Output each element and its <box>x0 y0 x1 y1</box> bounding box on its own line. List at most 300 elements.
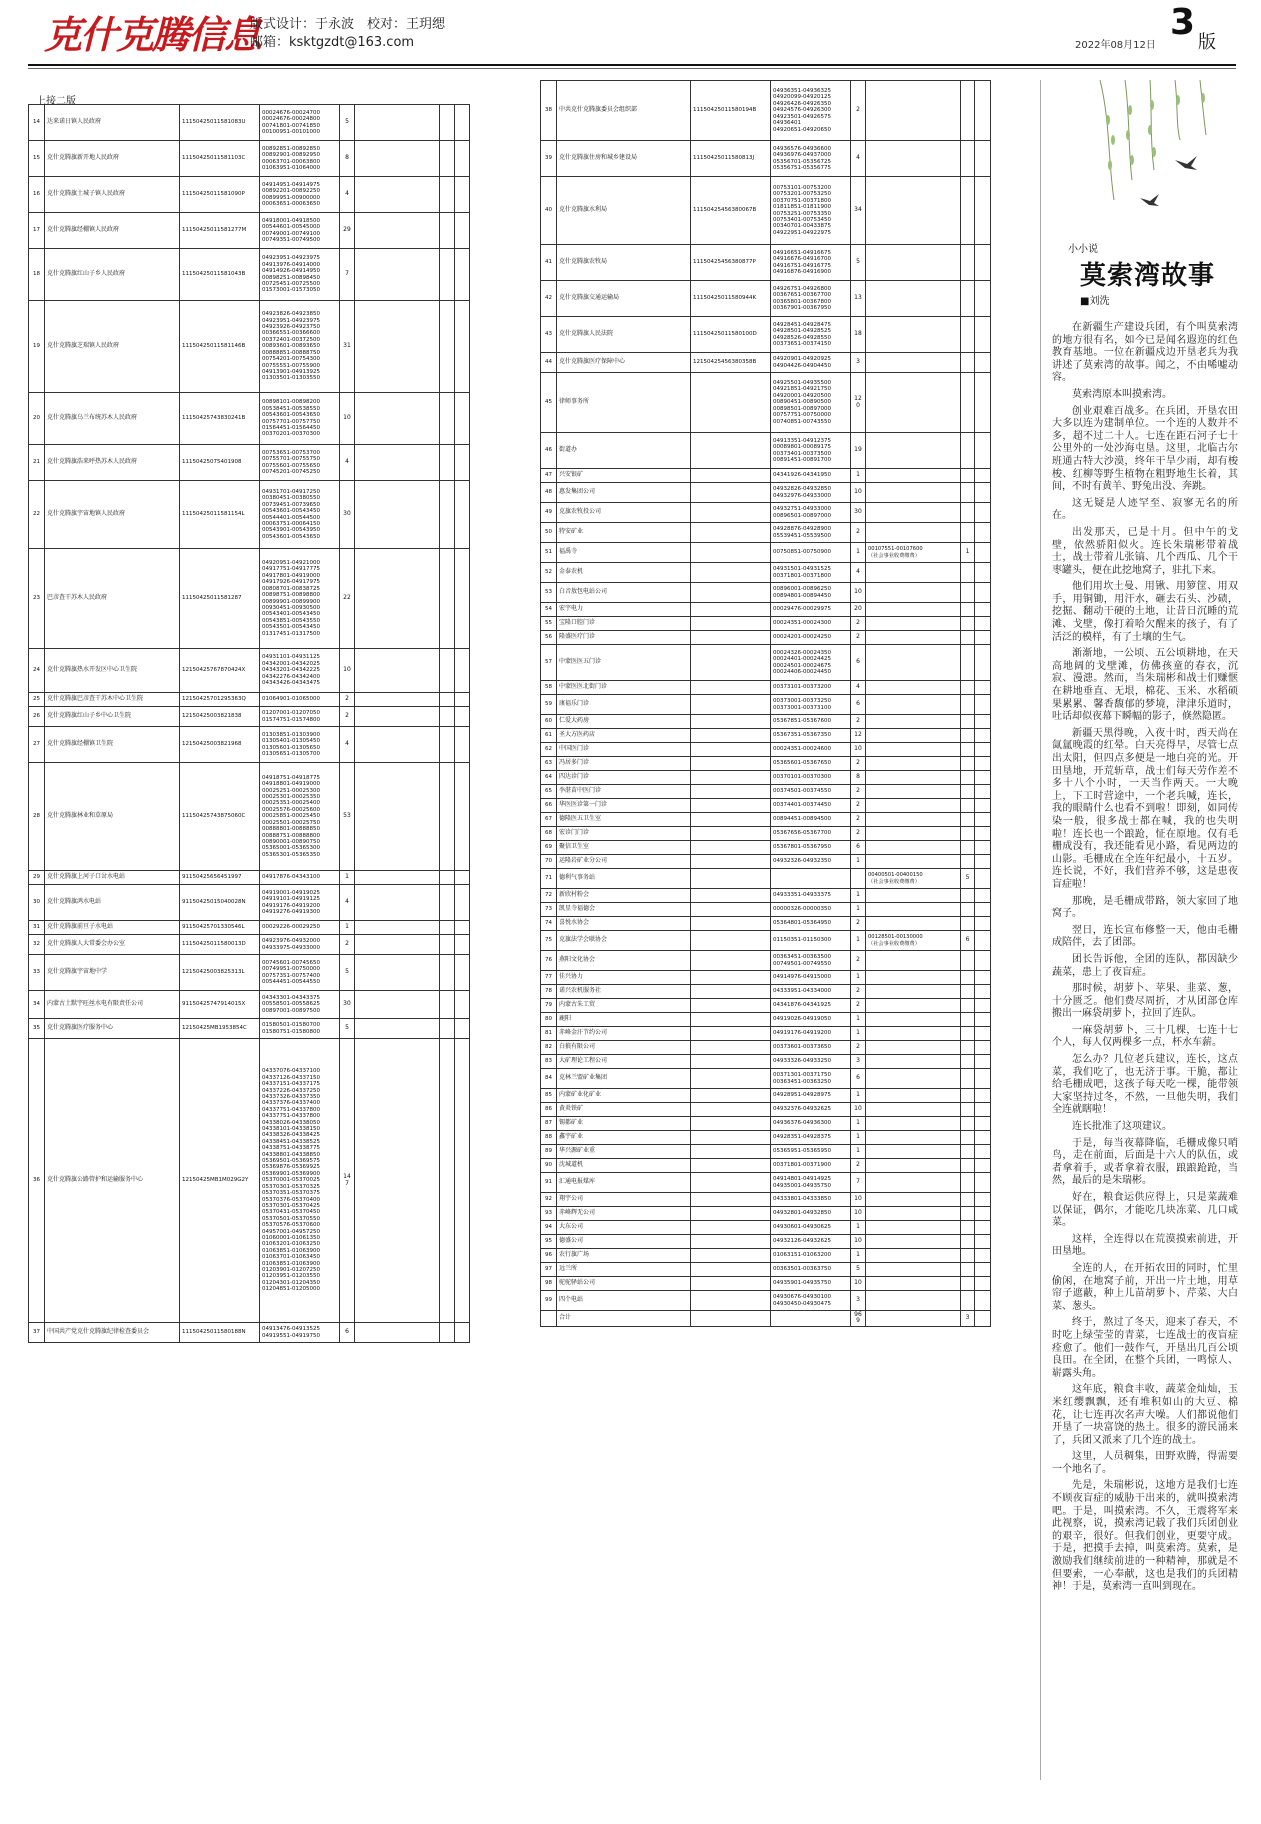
extra-ranges <box>866 141 961 177</box>
blank-cell <box>975 1041 991 1055</box>
blank-cell <box>975 1159 991 1173</box>
invoice-ranges: 05367351-05367350 <box>771 729 851 743</box>
credit-code <box>691 645 771 681</box>
blank-cell <box>975 1173 991 1193</box>
row-number: 36 <box>29 1039 45 1323</box>
table-row <box>29 955 470 991</box>
row-number: 50 <box>541 523 557 543</box>
row-number: 81 <box>541 1027 557 1041</box>
invoice-count: 7 <box>340 249 355 301</box>
unit-name: 克什克腾旗芝瑞镇人民政府 <box>45 301 180 393</box>
extra-ranges <box>355 955 440 991</box>
credit-code <box>691 1311 771 1327</box>
row-number: 32 <box>29 935 45 955</box>
extra-ranges: 00107551-00107600 （社会事业收费缴费） <box>866 543 961 563</box>
extra-count <box>961 1131 975 1145</box>
extra-ranges <box>355 1019 440 1039</box>
credit-code <box>691 931 771 951</box>
extra-count <box>961 281 975 317</box>
invoice-ranges: 00753651-00753700 00755701-00755750 00755601-00755650 00745201-00745250 <box>260 445 340 481</box>
credit-code <box>691 483 771 503</box>
blank-cell <box>975 1235 991 1249</box>
row-number: 43 <box>541 317 557 353</box>
invoice-ranges: 04931501-04931525 00371801-00371800 <box>771 563 851 583</box>
credit-code <box>691 503 771 523</box>
invoice-count: 10 <box>851 1207 866 1221</box>
invoice-ranges: 04930676-04930100 04930450-04930475 <box>771 1291 851 1311</box>
blank-cell <box>975 141 991 177</box>
credit-code: 11150425011580188N <box>180 1323 260 1343</box>
story-paragraph: 这里，人员稠集，田野欢腾，得需要一个地名了。 <box>1052 1451 1238 1475</box>
row-number: 54 <box>541 603 557 617</box>
unit-name: 中国医门诊 <box>557 743 691 757</box>
row-number: 65 <box>541 785 557 799</box>
invoice-ranges: 05365601-05367650 <box>771 757 851 771</box>
extra-ranges <box>866 245 961 281</box>
unit-name: 克什克腾旗上河子口岔水电站 <box>45 871 180 885</box>
credit-code: 11150425011581146B <box>180 301 260 393</box>
credit-code: 12150425456380358B <box>691 353 771 373</box>
blank-cell <box>975 971 991 985</box>
table-row <box>541 681 991 695</box>
credit-code <box>691 785 771 799</box>
blank-cell <box>975 757 991 771</box>
extra-count <box>961 1055 975 1069</box>
table-row <box>29 393 470 445</box>
table-row <box>541 695 991 715</box>
credit-code: 12150425767870424X <box>180 649 260 693</box>
story-paragraph: 终于，熬过了冬天，迎来了春天，不时吃上绿莹莹的青菜，七连战士的夜盲症痊愈了。他们一鼓作气，开垦出几百公顷良田。在全团，在整个兵团，一鸣惊人、崭露头角。 <box>1052 1317 1238 1379</box>
blank-cell <box>455 177 470 213</box>
blank-cell <box>975 1193 991 1207</box>
table-row <box>541 971 991 985</box>
invoice-ranges: 04918001-04918500 00544601-00545000 00749001-00749100 00749351-00749500 <box>260 213 340 249</box>
left-table-wrap <box>28 104 470 1343</box>
invoice-count: 30 <box>340 481 355 549</box>
extra-ranges <box>355 141 440 177</box>
invoice-ranges: 04936351-04936325 04920099-04920125 04926426-04926350 04924576-04926300 04923501-04926575 04936401 04920651-04920650 <box>771 81 851 141</box>
row-number: 97 <box>541 1263 557 1277</box>
credit-code <box>691 1291 771 1311</box>
blank-cell <box>975 715 991 729</box>
extra-count <box>961 483 975 503</box>
invoice-ranges: 04931701-04917250 00380451-00380550 00739451-00739650 00543601-00543450 00544401-00544500 00063751-00064150 00543901-00543950 00543601-00543650 <box>260 481 340 549</box>
extra-count <box>440 991 455 1019</box>
story-paragraph: 全连的人，在开拓农田的同时，忙里偷闲，在地窝子前，开出一片土地，用草帘子遮蔽，种上儿苗胡萝卜、芹菜、大白菜、葱头。 <box>1052 1262 1238 1312</box>
credit-code <box>691 1027 771 1041</box>
extra-count <box>961 603 975 617</box>
row-number: 20 <box>29 393 45 445</box>
extra-ranges <box>866 603 961 617</box>
table-row <box>541 469 991 483</box>
unit-name: 金泰农机 <box>557 563 691 583</box>
table-row <box>29 921 470 935</box>
blank-cell <box>975 827 991 841</box>
credit-code: 11150425011581083U <box>180 105 260 141</box>
extra-count <box>961 855 975 869</box>
extra-ranges <box>866 681 961 695</box>
invoice-count: 10 <box>851 1193 866 1207</box>
credit-code <box>691 917 771 931</box>
invoice-ranges: 00024201-00024250 <box>771 631 851 645</box>
extra-ranges <box>866 999 961 1013</box>
unit-name: 四个电站 <box>557 1291 691 1311</box>
invoice-ranges: 00029476-00029975 <box>771 603 851 617</box>
table-row <box>541 483 991 503</box>
credit-code: 11150425075401908 <box>180 445 260 481</box>
row-number: 58 <box>541 681 557 695</box>
unit-name: 克什克腾旗新开地人民政府 <box>45 141 180 177</box>
blank-cell <box>975 951 991 971</box>
invoice-count: 1 <box>851 855 866 869</box>
blank-cell <box>975 1013 991 1027</box>
header-info <box>250 16 445 52</box>
extra-count <box>961 1249 975 1263</box>
extra-count <box>961 971 975 985</box>
blank-cell <box>975 543 991 563</box>
unit-name: 佳兴协力 <box>557 971 691 985</box>
credit-code <box>691 603 771 617</box>
invoice-count: 8 <box>340 141 355 177</box>
row-number: 89 <box>541 1145 557 1159</box>
unit-name: 兴安银矿 <box>557 469 691 483</box>
unit-name: 燕阳文化协会 <box>557 951 691 971</box>
invoice-ranges: 04932376-04932625 <box>771 1103 851 1117</box>
invoice-count: 2 <box>851 999 866 1013</box>
newspaper-logo: 克什克腾信息 <box>44 12 261 57</box>
credit-code: 11150425011581090P <box>180 177 260 213</box>
blank-cell <box>975 869 991 889</box>
credit-code <box>691 799 771 813</box>
extra-count <box>961 903 975 917</box>
row-number: 70 <box>541 855 557 869</box>
row-number: 72 <box>541 889 557 903</box>
unit-name: 中共克什克腾旗委员会组织部 <box>557 81 691 141</box>
unit-name: 德盛公司 <box>557 1235 691 1249</box>
extra-count <box>961 317 975 353</box>
row-number: 28 <box>29 763 45 871</box>
extra-ranges <box>355 445 440 481</box>
blank-cell <box>975 889 991 903</box>
extra-ranges <box>866 483 961 503</box>
table-row <box>29 1323 470 1343</box>
unit-name: 克什克腾旗乌兰布统苏木人民政府 <box>45 393 180 445</box>
unit-name: 隆盛医疗门诊 <box>557 631 691 645</box>
extra-count <box>440 1019 455 1039</box>
unit-name: 街道办 <box>557 433 691 469</box>
row-number: 17 <box>29 213 45 249</box>
extra-ranges <box>866 841 961 855</box>
credit-code <box>691 1131 771 1145</box>
unit-name: 德利气事务站 <box>557 869 691 889</box>
extra-count: 1 <box>961 543 975 563</box>
invoice-count: 31 <box>340 301 355 393</box>
credit-code <box>691 715 771 729</box>
extra-count <box>961 1027 975 1041</box>
unit-name: 惠发集团公司 <box>557 483 691 503</box>
row-number: 94 <box>541 1221 557 1235</box>
extra-ranges <box>355 727 440 763</box>
credit-code: 11150425011580013D <box>180 935 260 955</box>
invoice-count: 29 <box>340 213 355 249</box>
credit-code <box>691 985 771 999</box>
extra-ranges: 00128501-00130000 （社会事业收费缴费） <box>866 931 961 951</box>
credit-code <box>691 1173 771 1193</box>
unit-name: 德隆医五卫生室 <box>557 813 691 827</box>
blank-cell <box>975 603 991 617</box>
invoice-count: 53 <box>340 763 355 871</box>
unit-name: 赤峰金汗节约公司 <box>557 1027 691 1041</box>
story-paragraph: 连长批准了这项建议。 <box>1072 1121 1172 1133</box>
credit-code: 11150425011581277M <box>180 213 260 249</box>
table-row <box>541 1207 991 1221</box>
extra-ranges <box>866 1193 961 1207</box>
row-number: 51 <box>541 543 557 563</box>
blank-cell <box>975 1263 991 1277</box>
row-number: 41 <box>541 245 557 281</box>
extra-count <box>961 1193 975 1207</box>
invoice-ranges: 04936576-04936600 04936976-04937000 05356701-05356725 05356751-05356775 <box>771 141 851 177</box>
table-row <box>541 543 991 563</box>
extra-ranges <box>866 889 961 903</box>
unit-name: 李湛苗中医门诊 <box>557 785 691 799</box>
credit-code <box>691 523 771 543</box>
unit-name: 沈城道机 <box>557 1159 691 1173</box>
invoice-count: 34 <box>851 177 866 245</box>
table-row <box>29 105 470 141</box>
invoice-ranges: 04920901-04920925 04904426-04904450 <box>771 353 851 373</box>
invoice-ranges: 04914801-04914925 04935001-04935750 <box>771 1173 851 1193</box>
row-number: 21 <box>29 445 45 481</box>
invoice-count: 10 <box>851 583 866 603</box>
blank-cell <box>455 105 470 141</box>
invoice-ranges: 04913351-04912375 00089801-00089175 00373401-00373500 00891451-00891700 <box>771 433 851 469</box>
right-invoice-table <box>540 80 991 1327</box>
blank-cell <box>975 729 991 743</box>
row-number: 18 <box>29 249 45 301</box>
blank-cell <box>455 935 470 955</box>
invoice-ranges: 00024676-00024700 00024676-00024800 00741801-00741850 00100951-00101000 <box>260 105 340 141</box>
table-row <box>541 951 991 971</box>
row-number: 99 <box>541 1291 557 1311</box>
credit-code <box>691 999 771 1013</box>
extra-count <box>961 695 975 715</box>
unit-name: 克什克腾旗医疗服务中心 <box>45 1019 180 1039</box>
invoice-ranges: 00000326-00000350 <box>771 903 851 917</box>
email-line: 邮箱：ksktgzdt@163.com <box>250 35 415 50</box>
row-number: 66 <box>541 799 557 813</box>
invoice-count: 2 <box>851 827 866 841</box>
row-number: 75 <box>541 931 557 951</box>
extra-count <box>440 649 455 693</box>
blank-cell <box>455 141 470 177</box>
table-row <box>541 1311 991 1327</box>
credit-code: 91150425015040028N <box>180 885 260 921</box>
table-row <box>541 373 991 433</box>
invoice-ranges: 01064901-01065000 <box>260 693 340 707</box>
invoice-ranges: 04333801-04333850 <box>771 1193 851 1207</box>
invoice-ranges: 04923826-04923850 04923951-04923975 04923926-04923750 00366551-00366600 00372401-00372500 00893601-00893650 00888851-00888750 00754201-00754300 00755551-00755900 04913901-04913925 01303501-01303550 <box>260 301 340 393</box>
unit-name: 大矿理论工程公司 <box>557 1055 691 1069</box>
invoice-ranges: 04926751-04926800 00367651-00367700 00365801-00367800 00367901-00367950 <box>771 281 851 317</box>
credit-code <box>691 771 771 785</box>
invoice-count: 4 <box>340 177 355 213</box>
extra-ranges <box>866 177 961 245</box>
invoice-ranges: 05364801-05364950 <box>771 917 851 931</box>
extra-ranges <box>866 317 961 353</box>
credit-code <box>691 729 771 743</box>
table-row <box>29 1019 470 1039</box>
row-number: 15 <box>29 141 45 177</box>
extra-count <box>961 1235 975 1249</box>
unit-name: 仁爱大药房 <box>557 715 691 729</box>
unit-name: 克什克腾旗宇宙地中学 <box>45 955 180 991</box>
invoice-count: 1 <box>851 889 866 903</box>
blank-cell <box>975 631 991 645</box>
story-paragraph: 他们用坎土曼、用锹、用箩筐、用双手，用铜锄，用汗水，砸去石头、沙碛，挖掘、翻动干硬的土地，让昔日沉睡的荒滩、戈壁，像打着哈欠醒来的孩子，有了活泛的模样，有了土壤的生气。 <box>1052 581 1238 643</box>
blank-cell <box>975 1291 991 1311</box>
extra-ranges <box>866 729 961 743</box>
invoice-count: 12 <box>851 729 866 743</box>
unit-name: 克什克腾旗土城子镇人民政府 <box>45 177 180 213</box>
table-row <box>29 301 470 393</box>
extra-count <box>961 469 975 483</box>
table-row <box>541 1013 991 1027</box>
credit-code <box>691 813 771 827</box>
invoice-count: 30 <box>851 503 866 523</box>
extra-ranges <box>866 715 961 729</box>
credit-code: 11150425011581287 <box>180 549 260 649</box>
row-number: 98 <box>541 1277 557 1291</box>
invoice-count: 3 <box>851 1055 866 1069</box>
extra-ranges <box>866 1103 961 1117</box>
extra-count <box>440 707 455 727</box>
blank-cell <box>975 1249 991 1263</box>
credit-code: 12150425701295363Q <box>180 693 260 707</box>
extra-count <box>440 141 455 177</box>
invoice-count: 4 <box>340 445 355 481</box>
table-row <box>29 481 470 549</box>
blank-cell <box>975 583 991 603</box>
blank-cell <box>975 433 991 469</box>
invoice-count: 10 <box>851 743 866 757</box>
continued-label: 上接二版 <box>36 96 76 107</box>
invoice-ranges: 04920951-04921000 04917751-04917775 04917801-04919000 04917926-04917975 00808701-00838725 00898751-00898800 00899901-00899900 00930451-00930500 00543401-00543450 00543851-00543550 00543501-00543450 01317451-01317500 <box>260 549 340 649</box>
blank-cell <box>975 523 991 543</box>
credit-code: 11150425011580944K <box>691 281 771 317</box>
row-number: 86 <box>541 1103 557 1117</box>
invoice-count: 4 <box>340 885 355 921</box>
credit-code <box>691 827 771 841</box>
extra-count <box>961 985 975 999</box>
table-row <box>541 1103 991 1117</box>
unit-name: 克旗农牧投公司 <box>557 503 691 523</box>
blank-cell <box>975 903 991 917</box>
story-paragraph: 这样，全连得以在荒漠摸索前进，开田垦地。 <box>1052 1233 1238 1258</box>
invoice-count: 2 <box>851 951 866 971</box>
invoice-ranges: 04914951-04914975 00892201-00892250 00899951-00900000 00063651-00063650 <box>260 177 340 213</box>
row-number: 88 <box>541 1131 557 1145</box>
invoice-ranges: 05367656-05367700 <box>771 827 851 841</box>
unit-name: 克什克腾旗医疗保障中心 <box>557 353 691 373</box>
unit-name: 中国共产党克什克腾旗纪律检查委员会 <box>45 1323 180 1343</box>
blank-cell <box>455 885 470 921</box>
left-invoice-table <box>28 104 470 1343</box>
credit-code <box>691 1089 771 1103</box>
row-number: 53 <box>541 583 557 603</box>
blank-cell <box>975 81 991 141</box>
invoice-count: 19 <box>851 433 866 469</box>
table-row <box>541 743 991 757</box>
extra-count <box>440 105 455 141</box>
story-paragraph: 先是，朱瑞彬说，这地方是我们七连不顾夜盲症的威胁干出来的，就叫摸索湾吧。于是，叫摸索湾。不久，王震将军来此视察，说，摸索湾记载了我们兵团创业的艰辛，很好。但我们创业，更要守成。于是，把摸手去掉，叫莫索湾。莫索，是激励我们继续前进的一种精神，那就是不但要索，一心奉献，这也是我们的兵团精神！于是，莫索湾一直叫到现在。 <box>1052 1480 1238 1593</box>
extra-count <box>961 785 975 799</box>
credit-code <box>691 757 771 771</box>
blank-cell <box>455 1019 470 1039</box>
table-row <box>29 213 470 249</box>
invoice-ranges: 00373001-00373250 00373001-00373100 <box>771 695 851 715</box>
extra-ranges <box>866 353 961 373</box>
extra-ranges <box>355 991 440 1019</box>
extra-ranges <box>355 301 440 393</box>
extra-ranges <box>866 1263 961 1277</box>
credit-code: 91150425656451997 <box>180 871 260 885</box>
extra-count <box>961 1207 975 1221</box>
invoice-count <box>851 869 866 889</box>
blank-cell <box>975 1069 991 1089</box>
credit-code <box>691 1069 771 1089</box>
extra-count <box>961 1221 975 1235</box>
invoice-ranges: 04337076-04337100 04337126-04337150 04337151-04337175 04337226-04337250 04337326-04337350 04337376-04337400 04337751-04337800 04337751-04337800 04338026-04338050 04338101-04338150 04338326-04338425 04338451-04338525 04338751-04338775 04338801-04338850 05369501-05369575 05369876-05369925 05369901-05369900 05370001-05370025 05370301-05370325 05370351-05370375 05370376-05370400 05370301-05370425 05370431-05370450 05370501-05370550 05370576-05370600 04957001-04957250 01060001-01061350 01063201-01063250 01063851-01063900 01063701-01063450 01063851-01063900 01203901-01207250 01203951-01203550 01204301-01204350 01204851-01205000 <box>260 1039 340 1323</box>
extra-ranges <box>355 481 440 549</box>
extra-ranges <box>866 1041 961 1055</box>
story-paragraph: 于是，每当夜幕降临，毛栅成像只哨鸟，走在前面，后面是十六人的队伍，或者拿着手，或者拿着衣服，踉踉跄跄，当然，最后的是朱瑞彬。 <box>1052 1137 1238 1187</box>
blank-cell <box>975 1311 991 1327</box>
invoice-count: 120 <box>851 373 866 433</box>
invoice-count: 5 <box>340 105 355 141</box>
invoice-ranges <box>771 869 851 889</box>
extra-ranges <box>355 885 440 921</box>
credit-code <box>691 1235 771 1249</box>
unit-name: 汇通电报煤库 <box>557 1173 691 1193</box>
blank-cell <box>455 1039 470 1323</box>
story-body <box>1052 322 1238 1598</box>
table-row <box>541 799 991 813</box>
table-row <box>541 999 991 1013</box>
row-number: 46 <box>541 433 557 469</box>
credit-code <box>691 1193 771 1207</box>
blank-cell <box>975 281 991 317</box>
credit-code <box>691 1041 771 1055</box>
blank-cell <box>975 1103 991 1117</box>
credit-code: 91150425701330546L <box>180 921 260 935</box>
blank-cell <box>455 481 470 549</box>
extra-count <box>961 917 975 931</box>
credit-code <box>691 373 771 433</box>
invoice-count: 2 <box>340 935 355 955</box>
extra-ranges <box>355 549 440 649</box>
row-number: 92 <box>541 1193 557 1207</box>
invoice-ranges: 01580501-01580700 01580751-01580800 <box>260 1019 340 1039</box>
blank-cell <box>975 855 991 869</box>
blank-cell <box>455 921 470 935</box>
row-number: 96 <box>541 1249 557 1263</box>
blank-cell <box>975 563 991 583</box>
extra-count <box>961 999 975 1013</box>
credit-code <box>691 855 771 869</box>
blank-cell <box>455 213 470 249</box>
unit-name: 克什克腾旗农牧局 <box>557 245 691 281</box>
